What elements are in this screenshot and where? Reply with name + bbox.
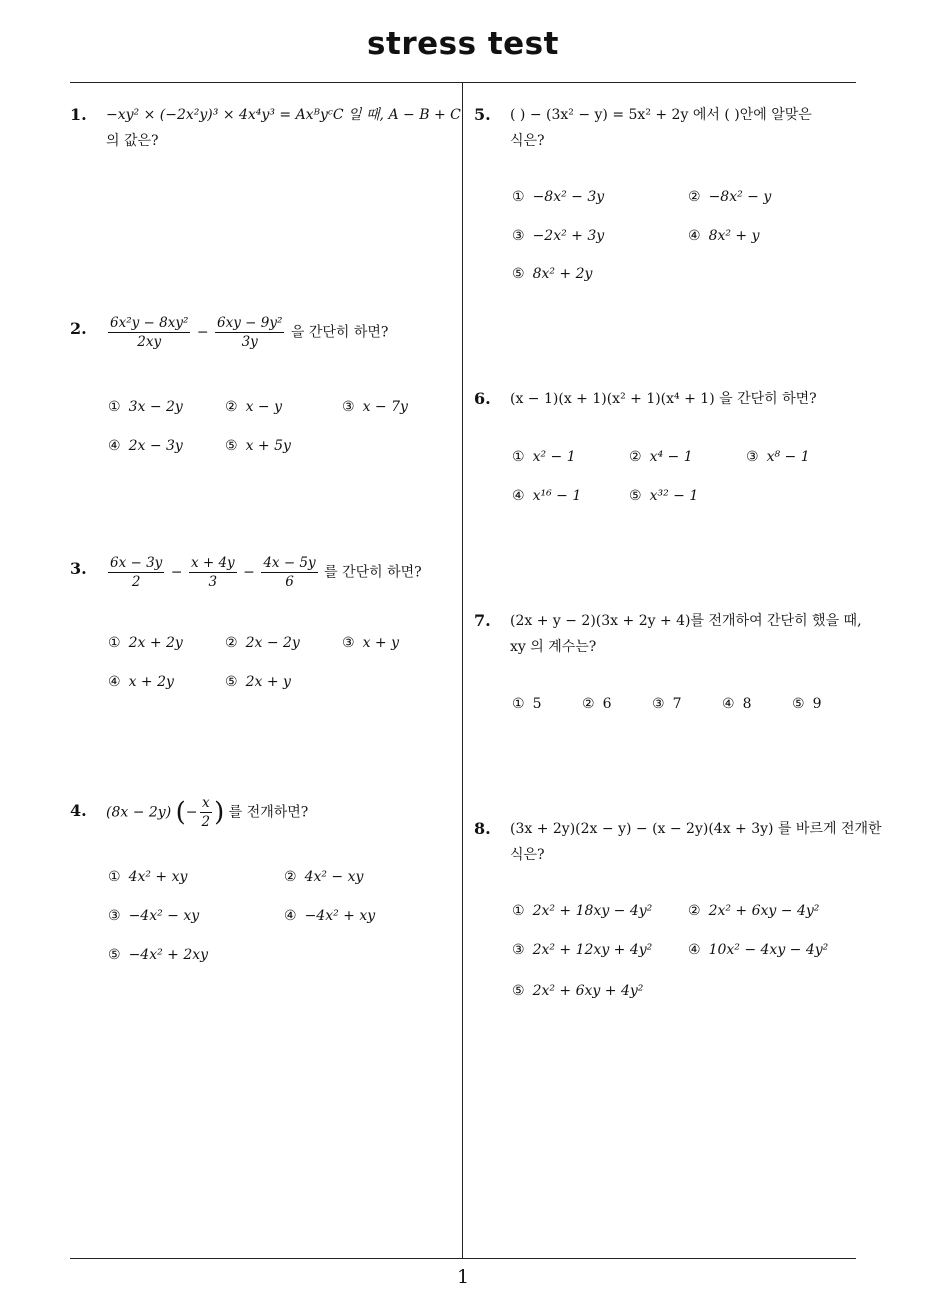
option-4[interactable]: ④ 2x − 3y [108, 438, 183, 454]
option-2[interactable]: ② 2x² + 6xy − 4y² [688, 903, 820, 919]
question-stem [106, 794, 308, 831]
fraction: $\frac{\text{6x²y − 8xy²}}{2xy}$ [110, 315, 189, 350]
stem-line: (2x + y − 2)(3x + 2y + 4)를 전개하여 간단히 했을 때, [510, 613, 862, 629]
question-stem [510, 608, 862, 660]
option-3[interactable]: ③ x⁸ − 1 [746, 449, 810, 465]
option-1[interactable]: ① 2x² + 18xy − 4y² [512, 903, 653, 919]
question-number: 5. [474, 105, 491, 124]
option-4[interactable]: ④ 10x² − 4xy − 4y² [688, 942, 829, 958]
question-stem [106, 554, 422, 591]
option-4[interactable]: ④ x¹⁶ − 1 [512, 488, 582, 504]
stem-line: (3x + 2y)(2x − y) − (x − 2y)(4x + 3y) 를 바르게 전개한 [510, 821, 882, 837]
fraction: $\frac{x + 4y}{3}$ [190, 555, 235, 590]
minus-sign: − [185, 804, 198, 821]
option-4[interactable]: ④ −4x² + xy [284, 908, 376, 924]
option-3[interactable]: ③ 2x² + 12xy + 4y² [512, 942, 653, 958]
question-stem [510, 386, 817, 412]
option-2[interactable]: ② x⁴ − 1 [629, 449, 693, 465]
option-4[interactable]: ④ 8x² + y [688, 228, 760, 244]
option-2[interactable]: ② 6 [582, 696, 612, 712]
operator: − [243, 564, 255, 581]
page-title: stress test [367, 26, 559, 62]
question-number: 2. [70, 319, 87, 338]
option-5[interactable]: ⑤ −4x² + 2xy [108, 947, 209, 963]
right-paren: ) [214, 797, 225, 828]
option-1[interactable]: ① x² − 1 [512, 449, 576, 465]
option-5[interactable]: ⑤ x³² − 1 [629, 488, 699, 504]
option-1[interactable]: ① −8x² − 3y [512, 189, 605, 205]
stem-suffix: 을 간단히 하면? [290, 324, 389, 341]
question-number: 6. [474, 389, 491, 408]
fraction: $\frac{\text{6xy − 9y²}}{3y}$ [217, 315, 283, 350]
question-stem [106, 314, 388, 351]
stem-line: −xy² × (−2x²y)³ × 4x⁴y³ = AxᴮyᶜC 일 때, A − B + C [106, 107, 461, 123]
page-number: 1 [456, 1266, 470, 1288]
bottom-rule [70, 1258, 856, 1259]
question-number: 4. [70, 801, 87, 820]
option-5[interactable]: ⑤ 2x² + 6xy + 4y² [512, 983, 644, 999]
stem-line: 식은? [510, 847, 545, 863]
question-stem [106, 102, 461, 154]
operator: − [196, 324, 209, 341]
option-5[interactable]: ⑤ 2x + y [225, 674, 291, 690]
question-number: 7. [474, 611, 491, 630]
option-3[interactable]: ③ −2x² + 3y [512, 228, 605, 244]
stem-suffix: 를 간단히 하면? [324, 564, 422, 581]
option-1[interactable]: ① 3x − 2y [108, 399, 183, 415]
option-5[interactable]: ⑤ 8x² + 2y [512, 266, 593, 282]
option-1[interactable]: ① 5 [512, 696, 542, 712]
option-3[interactable]: ③ x + y [342, 635, 399, 651]
column-divider [462, 83, 463, 1258]
stem-line: xy 의 계수는? [510, 639, 597, 655]
stem-line: (x − 1)(x + 1)(x² + 1)(x⁴ + 1) 을 간단히 하면? [510, 391, 817, 407]
fraction: $\frac{6x - 3y}{2}$ [110, 555, 163, 590]
option-2[interactable]: ② 2x − 2y [225, 635, 300, 651]
stem-prefix: (8x − 2y) [106, 804, 172, 821]
fraction: $\frac{x}{2}$ [201, 795, 211, 830]
option-5[interactable]: ⑤ 9 [792, 696, 822, 712]
stem-line: 식은? [510, 133, 545, 149]
stem-suffix: 를 전개하면? [228, 804, 309, 821]
option-1[interactable]: ① 4x² + xy [108, 869, 188, 885]
option-3[interactable]: ③ x − 7y [342, 399, 408, 415]
option-3[interactable]: ③ 7 [652, 696, 682, 712]
question-stem [510, 816, 882, 868]
operator: − [170, 564, 183, 581]
option-1[interactable]: ① 2x + 2y [108, 635, 183, 651]
top-rule [70, 82, 856, 83]
question-number: 3. [70, 559, 87, 578]
option-4[interactable]: ④ x + 2y [108, 674, 174, 690]
fraction: $\frac{4x - 5y}{6}$ [263, 555, 316, 590]
question-number: 8. [474, 819, 491, 838]
question-stem [510, 102, 812, 154]
stem-line: ( ) − (3x² − y) = 5x² + 2y 에서 ( )안에 알맞은 [510, 107, 812, 123]
option-5[interactable]: ⑤ x + 5y [225, 438, 291, 454]
left-paren: ( [175, 797, 186, 828]
question-number: 1. [70, 105, 87, 124]
option-3[interactable]: ③ −4x² − xy [108, 908, 200, 924]
option-2[interactable]: ② x − y [225, 399, 282, 415]
option-2[interactable]: ② 4x² − xy [284, 869, 364, 885]
stem-line: 의 값은? [106, 133, 159, 149]
option-4[interactable]: ④ 8 [722, 696, 752, 712]
option-2[interactable]: ② −8x² − y [688, 189, 772, 205]
